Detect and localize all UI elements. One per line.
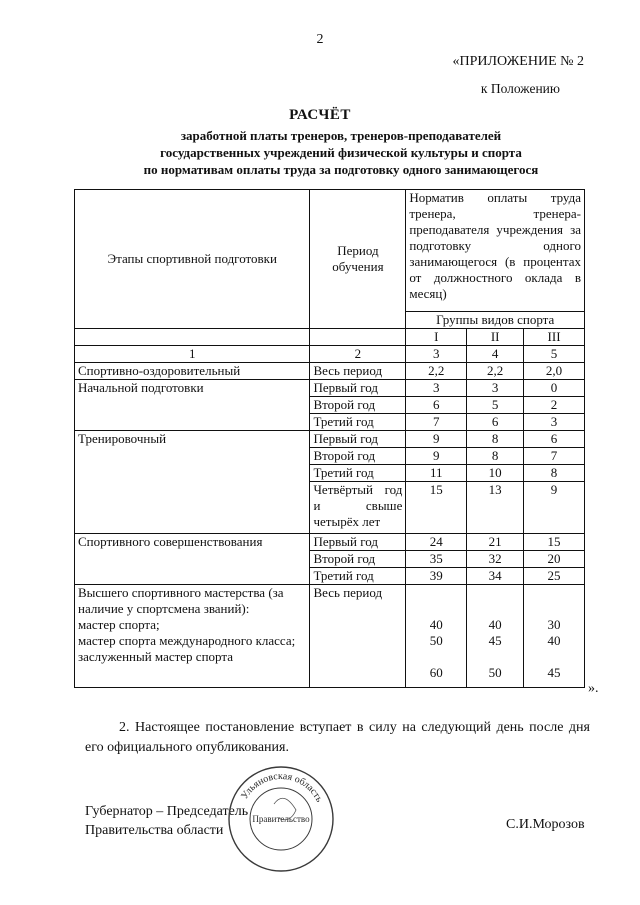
page-number: 2 [316,32,324,47]
header-norm: Норматив оплаты труда тренера, тренера-преподавателя учреждения за подготовку одного занимающегося (в процентах от должностного оклада в месяц) [406,190,585,312]
period-cell: Весь период [310,363,406,380]
value-cell: 39 [406,568,467,585]
seal-ring-text: Ульяновская область [239,770,325,805]
group-label-2: II [467,329,524,346]
value-cell: 25 [524,568,585,585]
document-title: РАСЧЁТ [289,107,351,123]
empty-cell [310,329,406,346]
column-number-row [75,346,585,363]
value-cell: 5 [467,397,524,414]
appendix-heading: «ПРИЛОЖЕНИЕ № 2 [452,54,584,69]
master-item-3: заслуженный мастер спорта [78,649,233,664]
period-cell: Первый год [310,380,406,397]
signatory-line-2: Правительства области [85,823,224,838]
signatory-title [85,802,248,840]
table-row [75,585,585,688]
salary-table [74,189,585,688]
value-cell [406,585,467,688]
value-cell: 11 [406,465,467,482]
period-cell: Третий год [310,568,406,585]
appendix-reference: к Положению [480,81,560,96]
header-stage: Этапы спортивной подготовки [75,190,310,329]
value-cell: 20 [524,551,585,568]
column-number: 1 [75,346,310,363]
value-cell: 35 [406,551,467,568]
table-row [75,363,585,380]
period-cell: Первый год [310,431,406,448]
value-cell: 8 [524,465,585,482]
value-cell: 13 [467,482,524,534]
value-cell: 6 [524,431,585,448]
value-cell: 24 [406,534,467,551]
column-number: 5 [524,346,585,363]
table-row [75,534,585,551]
value-cell: 2 [524,397,585,414]
value-cell: 50 [488,665,502,680]
period-cell: Третий год [310,465,406,482]
value-cell: 0 [524,380,585,397]
value-cell: 6 [406,397,467,414]
value-cell: 2,2 [406,363,467,380]
period-cell: Второй год [310,397,406,414]
column-number: 3 [406,346,467,363]
value-cell: 9 [406,448,467,465]
column-number: 2 [310,346,406,363]
value-cell: 2,2 [467,363,524,380]
seal-center-text: Правительство [252,814,310,824]
value-cell: 34 [467,568,524,585]
value-cell: 9 [524,482,585,534]
period-cell: Второй год [310,551,406,568]
stage-cell: Спортивного совершенствования [75,534,310,585]
header-period: Период обучения [310,190,406,329]
official-seal [226,764,336,874]
stage-cell: Спортивно-оздоровительный [75,363,310,380]
table-row [75,431,585,448]
value-cell: 50 [429,633,443,648]
period-cell: Весь период [310,585,406,688]
value-cell: 45 [547,665,561,680]
value-cell: 9 [406,431,467,448]
value-cell [467,585,524,688]
empty-cell [75,329,310,346]
value-cell: 45 [488,633,502,648]
subtitle-line-2: государственных учреждений физической культуры и спорта [160,145,522,160]
value-cell: 40 [429,617,443,632]
value-cell: 40 [547,633,561,648]
master-intro: Высшего спортивного мастерства (за наличие у спортсмена званий): [78,585,284,616]
value-cell: 7 [406,414,467,431]
subtitle-line-3: по нормативам оплаты труда за подготовку одного занимающегося [143,162,539,177]
master-item-1: мастер спорта; [78,617,160,632]
closing-quote: ». [588,681,599,696]
group-label-3: III [524,329,585,346]
value-cell [524,585,585,688]
value-cell: 2,0 [524,363,585,380]
stage-cell: Тренировочный [75,431,310,534]
value-cell: 60 [429,665,443,680]
value-cell: 32 [467,551,524,568]
value-cell: 10 [467,465,524,482]
value-cell: 3 [524,414,585,431]
period-cell: Первый год [310,534,406,551]
table-row [75,380,585,397]
group-label-1: I [406,329,467,346]
period-cell: Четвёртый год и свыше четырёх лет [310,482,406,534]
value-cell: 7 [524,448,585,465]
value-cell: 15 [406,482,467,534]
value-cell: 8 [467,448,524,465]
effective-date-paragraph: 2. Настоящее постановление вступает в силу на следующий день после дня его официального опубликования. [85,720,590,755]
subtitle-line-1: заработной платы тренеров, тренеров-преподавателей [180,128,502,143]
value-cell: 21 [467,534,524,551]
header-groups: Группы видов спорта [406,312,585,329]
value-cell: 40 [488,617,502,632]
value-cell: 8 [467,431,524,448]
value-cell: 3 [406,380,467,397]
master-item-2: мастер спорта международного класса; [78,633,296,648]
value-cell: 30 [547,617,561,632]
period-cell: Третий год [310,414,406,431]
period-cell: Второй год [310,448,406,465]
stage-cell [75,585,310,688]
value-cell: 15 [524,534,585,551]
signatory-line-1: Губернатор – Председатель [85,804,249,819]
stage-cell: Начальной подготовки [75,380,310,431]
value-cell: 3 [467,380,524,397]
column-number: 4 [467,346,524,363]
value-cell: 6 [467,414,524,431]
signatory-name: С.И.Морозов [506,817,585,832]
